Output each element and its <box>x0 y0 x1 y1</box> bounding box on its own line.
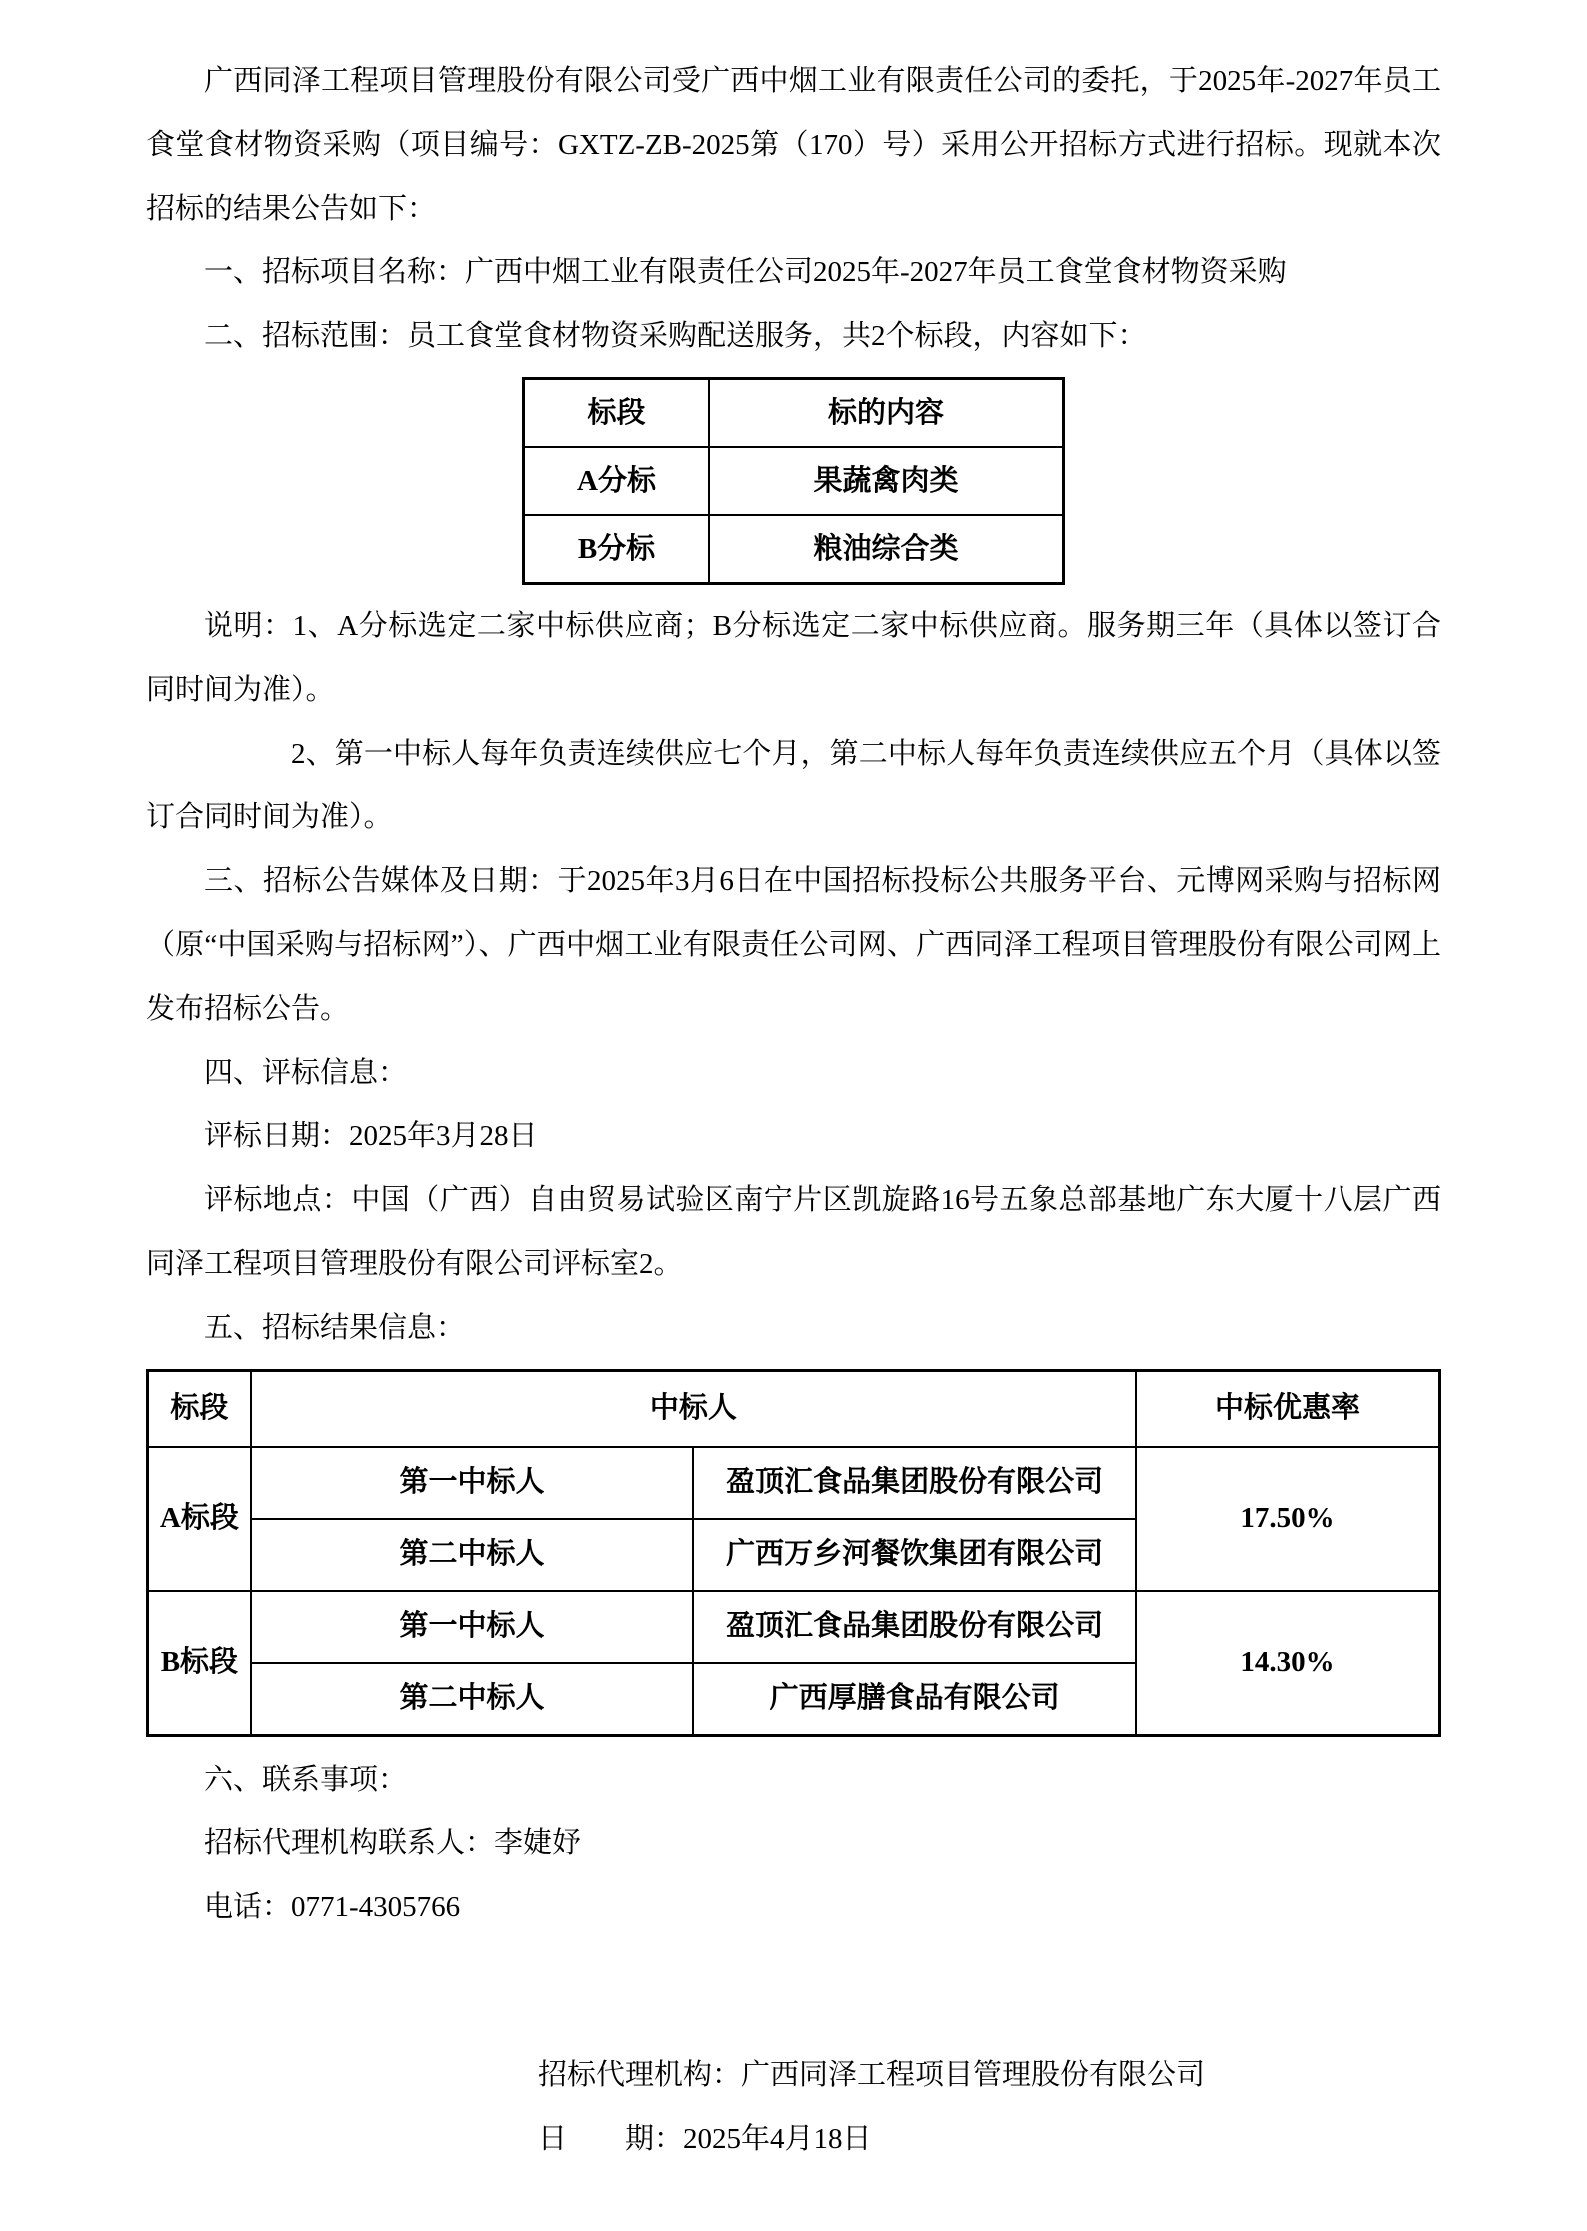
result-table-row <box>148 1447 1440 1519</box>
lot-table-cell-content: 果蔬禽肉类 <box>709 447 1064 515</box>
result-table-cell-rank: 第一中标人 <box>251 1447 694 1519</box>
lot-table-cell-segment: A分标 <box>524 447 710 515</box>
result-table-row <box>148 1591 1440 1663</box>
result-table-header-segment: 标段 <box>148 1370 251 1447</box>
result-table-cell-rank: 第二中标人 <box>251 1519 694 1591</box>
section-2-scope: 二、招标范围：员工食堂食材物资采购配送服务，共2个标段，内容如下： <box>204 320 1147 353</box>
contact-phone: 电话：0771-4305766 <box>204 1891 461 1924</box>
evaluation-place: 评标地点：中国（广西）自由贸易试验区南宁片区凯旋路16号五象总部基地广东大厦十八层广西同泽工程项目管理股份有限公司评标室2。 <box>146 1184 1441 1280</box>
result-table-cell-company: 盈顶汇食品集团股份有限公司 <box>693 1447 1136 1519</box>
result-table-cell-discount-a: 17.50% <box>1136 1447 1440 1591</box>
intro-paragraph: 广西同泽工程项目管理股份有限公司受广西中烟工业有限责任公司的委托，于2025年-2027年员工食堂食材物资采购（项目编号：GXTZ-ZB-2025第（170）号）采用公开招标方式进行招标。现就本次招标的结果公告如下： <box>146 65 1441 225</box>
lot-table-cell-segment: B分标 <box>524 515 710 584</box>
lot-table-header-content: 标的内容 <box>709 378 1064 447</box>
lot-table-row <box>524 447 1064 515</box>
result-table-cell-rank: 第一中标人 <box>251 1591 694 1663</box>
contact-person: 招标代理机构联系人：李婕妤 <box>204 1827 582 1860</box>
result-table-cell-discount-b: 14.30% <box>1136 1591 1440 1736</box>
result-table-cell-lot-a: A标段 <box>148 1447 251 1591</box>
note-1: 说明：1、A分标选定二家中标供应商；B分标选定二家中标供应商。服务期三年（具体以签订合同时间为准）。 <box>146 609 1441 706</box>
section-6-contact-heading: 六、联系事项： <box>204 1763 408 1796</box>
result-table-cell-lot-b: B标段 <box>148 1591 251 1736</box>
lot-table-cell-content: 粮油综合类 <box>709 515 1064 584</box>
result-table-cell-company: 盈顶汇食品集团股份有限公司 <box>693 1591 1136 1663</box>
footer-agency: 招标代理机构：广西同泽工程项目管理股份有限公司 <box>538 2058 1206 2091</box>
section-5-result-heading: 五、招标结果信息： <box>204 1311 466 1344</box>
result-table-cell-rank: 第二中标人 <box>251 1663 694 1736</box>
result-table <box>146 1369 1441 1737</box>
result-table-cell-company: 广西万乡河餐饮集团有限公司 <box>693 1519 1136 1591</box>
result-table-header-winner: 中标人 <box>251 1370 1136 1447</box>
lot-table-row <box>524 515 1064 584</box>
result-table-cell-company: 广西厚膳食品有限公司 <box>693 1663 1136 1736</box>
section-1-project-name: 一、招标项目名称：广西中烟工业有限责任公司2025年-2027年员工食堂食材物资采购 <box>204 256 1287 289</box>
lot-table <box>522 377 1065 585</box>
evaluation-date: 评标日期：2025年3月28日 <box>204 1120 538 1153</box>
lot-table-header-segment: 标段 <box>524 378 710 447</box>
result-table-header-row <box>148 1370 1440 1447</box>
lot-table-header-row <box>524 378 1064 447</box>
note-2: 2、第一中标人每年负责连续供应七个月，第二中标人每年负责连续供应五个月（具体以签订合同时间为准）。 <box>146 737 1441 834</box>
footer-date: 日 期：2025年4月18日 <box>538 2122 872 2155</box>
section-3-media-date: 三、招标公告媒体及日期：于2025年3月6日在中国招标投标公共服务平台、元博网采购与招标网（原“中国采购与招标网”）、广西中烟工业有限责任公司网、广西同泽工程项目管理股份有限公司网上发布招标公告。 <box>146 865 1441 1025</box>
result-table-header-discount: 中标优惠率 <box>1136 1370 1440 1447</box>
signature-block <box>146 2044 1441 2172</box>
section-4-evaluation-heading: 四、评标信息： <box>204 1056 408 1089</box>
